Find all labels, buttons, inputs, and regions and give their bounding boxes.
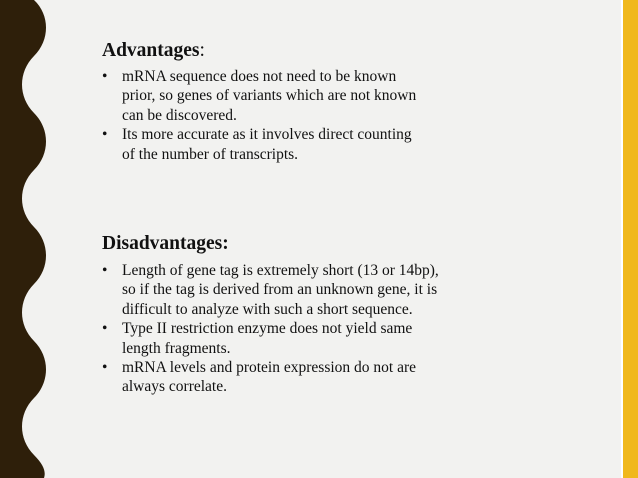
scalloped-band-shape [0, 0, 46, 478]
list-item: • mRNA levels and protein expression do not are always correlate. [102, 359, 417, 396]
list-item: • Length of gene tag is extremely short (13 or 14bp), so if the tag is derived from an unknown gene, it is difficult to analyze with such a short sequence. [102, 262, 439, 318]
advantages-section [102, 39, 602, 164]
advantages-list [102, 67, 602, 164]
advantages-heading: Advantages: [102, 40, 205, 61]
bullet-icon: • [102, 126, 108, 144]
list-item: • Type II restriction enzyme does not yield same length fragments. [102, 320, 413, 357]
bullet-icon: • [102, 359, 108, 377]
accent-stripe [623, 0, 638, 478]
bullet-icon: • [102, 262, 108, 279]
list-item: • mRNA sequence does not need to be known prior, so genes of variants which are not known can be discovered. [102, 68, 417, 124]
bullet-icon: • [102, 68, 108, 85]
disadvantages-list [102, 261, 602, 397]
decorative-left-band [0, 0, 60, 478]
list-item: • Its more accurate as it involves direct counting of the number of transcripts. [102, 126, 412, 163]
bullet-icon: • [102, 320, 108, 338]
disadvantages-heading: Disadvantages: [102, 233, 229, 254]
disadvantages-section [102, 232, 602, 397]
